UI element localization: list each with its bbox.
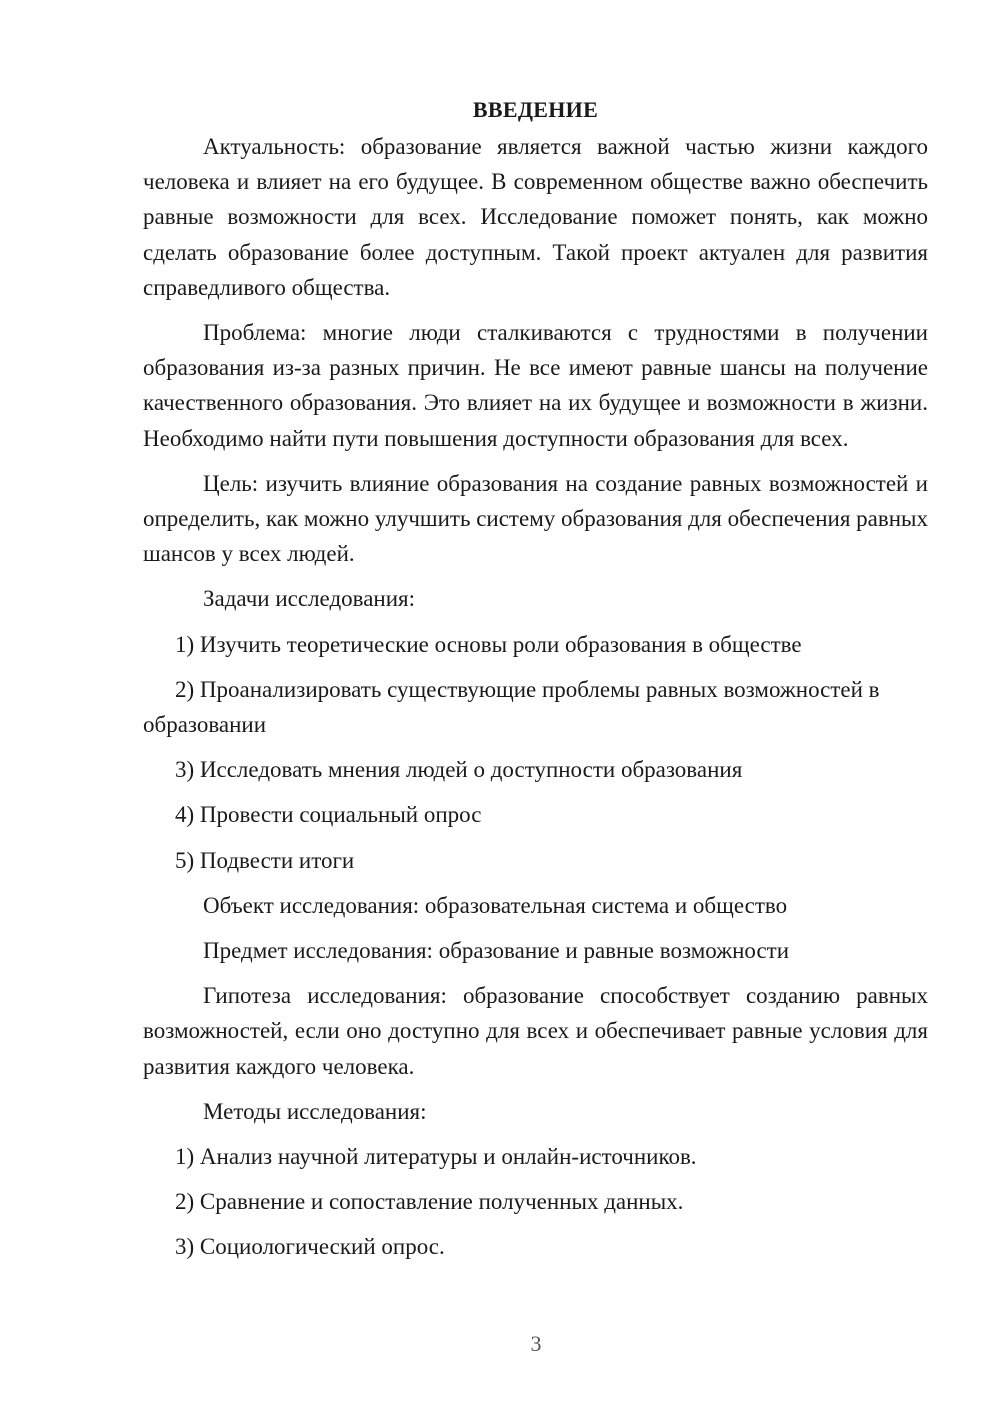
tasks-heading: Задачи исследования: [203, 586, 416, 612]
method-item-3: 3) Социологический опрос. [175, 1234, 445, 1260]
methods-heading: Методы исследования: [203, 1098, 427, 1124]
research-object: Объект исследования: образовательная система и общество [203, 892, 788, 918]
method-item-1: 1) Анализ научной литературы и онлайн-источников. [175, 1144, 697, 1170]
task-item-1: 1) Изучить теоретические основы роли образования в обществе [175, 631, 802, 657]
paragraph-problem: Проблема: многие люди сталкиваются с трудностями в получении образования из-за разных причин. Не все имеют равные шансы на получение качественного образования. Это влияет на их будущее и возможности в жизни. Необходимо найти пути повышения доступности образования для всех. [143, 320, 928, 451]
paragraph-goal: Цель: изучить влияние образования на создание равных возможностей и определить, как можно улучшить систему образования для обеспечения равных шансов у всех людей. [143, 470, 928, 567]
method-item-2: 2) Сравнение и сопоставление полученных данных. [175, 1189, 684, 1215]
page-content [143, 92, 928, 1275]
page-title: ВВЕДЕНИЕ [472, 97, 599, 122]
task-item-5: 5) Подвести итоги [175, 847, 355, 873]
task-item-4: 4) Провести социальный опрос [175, 802, 482, 828]
research-subject: Предмет исследования: образование и равные возможности [203, 938, 790, 964]
paragraph-relevance: Актуальность: образование является важной частью жизни каждого человека и влияет на его будущее. В современном обществе важно обеспечить равные возможности для всех. Исследование поможет понять, как можно сделать образование более доступным. Такой проект актуален для развития справедливого общества. [143, 134, 928, 300]
task-item-3: 3) Исследовать мнения людей о доступности образования [175, 757, 743, 783]
task-item-2: 2) Проанализировать существующие проблемы равных возможностей в образовании [143, 676, 880, 738]
page-number: 3 [530, 1331, 542, 1356]
paragraph-hypothesis: Гипотеза исследования: образование способствует созданию равных возможностей, если оно доступно для всех и обеспечивает равные условия для развития каждого человека. [143, 983, 928, 1079]
